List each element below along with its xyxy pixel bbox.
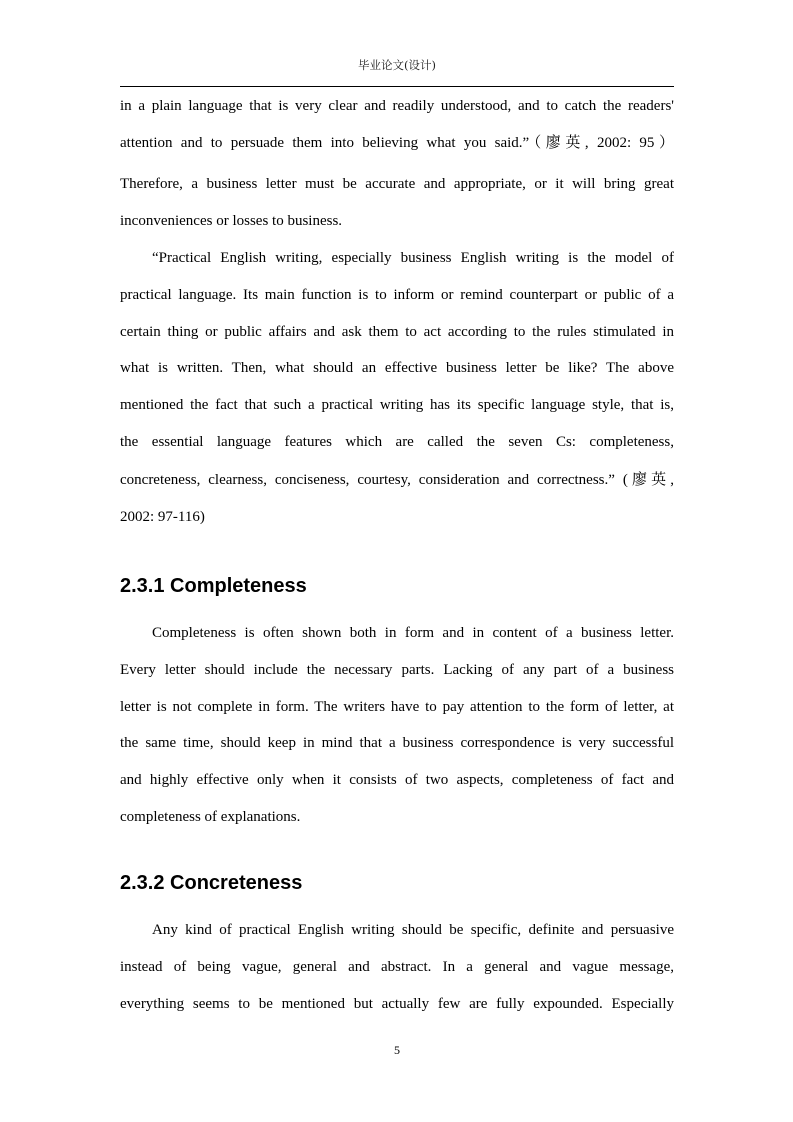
- text-line: letter is not complete in form. The writers have to pay attention to the form of letter, at: [120, 699, 674, 715]
- text-line: what is written. Then, what should an effective business letter be like? The above: [120, 360, 674, 376]
- text-line: 2002: 97-116): [120, 509, 205, 525]
- text-line: practical language. Its main function is to inform or remind counterpart or public of a: [120, 287, 674, 303]
- header-divider: [120, 86, 674, 87]
- text-line: the same time, should keep in mind that a business correspondence is very successful: [120, 735, 674, 751]
- text-line: certain thing or public affairs and ask them to act according to the rules stimulated in: [120, 324, 674, 340]
- text-line: and highly effective only when it consists of two aspects, completeness of fact and: [120, 772, 674, 788]
- text-line: in a plain language that is very clear and readily understood, and to catch the readers': [120, 98, 674, 114]
- text-line: completeness of explanations.: [120, 809, 301, 825]
- page-header-title: 毕业论文(设计): [358, 58, 436, 72]
- text-line: Every letter should include the necessary parts. Lacking of any part of a business: [120, 662, 674, 678]
- page-number: 5: [394, 1043, 400, 1057]
- text-line: “Practical English writing, especially business English writing is the model of: [152, 250, 674, 266]
- text-line: everything seems to be mentioned but actually few are fully expounded. Especially: [120, 996, 674, 1012]
- text-line: inconveniences or losses to business.: [120, 213, 343, 229]
- text-line: the essential language features which are called the seven Cs: completeness,: [120, 434, 674, 450]
- text-line: Therefore, a business letter must be accurate and appropriate, or it will bring great: [120, 176, 674, 192]
- section-heading: 2.3.2 Concreteness: [120, 872, 303, 894]
- text-line: Any kind of practical English writing should be specific, definite and persuasive: [152, 922, 674, 938]
- text-line: instead of being vague, general and abstract. In a general and vague message,: [120, 959, 674, 975]
- text-line: Completeness is often shown both in form and in content of a business letter.: [152, 625, 674, 641]
- text-line: concreteness, clearness, conciseness, courtesy, consideration and correctness.” (廖英,: [120, 472, 674, 488]
- text-line: mentioned the fact that such a practical writing has its specific language style, that is,: [120, 397, 674, 413]
- section-heading: 2.3.1 Completeness: [120, 575, 307, 597]
- text-line: attention and to persuade them into believing what you said.”（廖英, 2002: 95）: [120, 135, 674, 151]
